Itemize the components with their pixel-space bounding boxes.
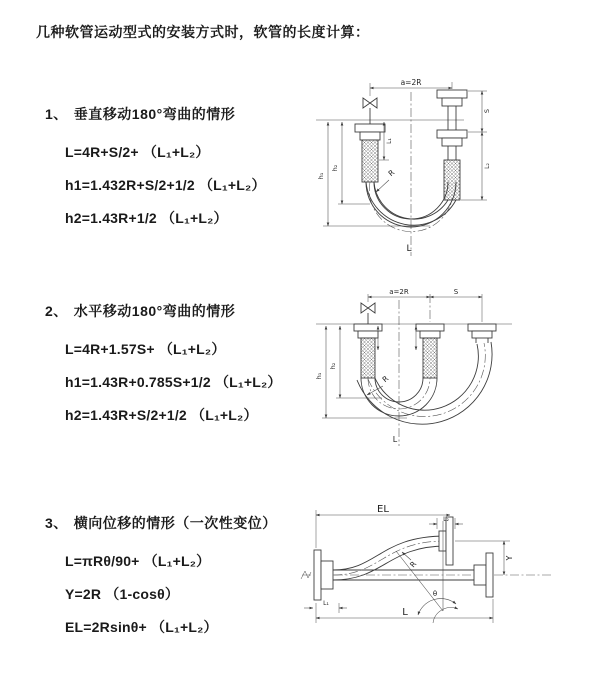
dim-l1-label: L₁ bbox=[386, 138, 393, 144]
angle-theta-label: θ bbox=[432, 590, 438, 598]
dim-s-label: S bbox=[483, 108, 491, 114]
section-1-heading bbox=[45, 104, 266, 124]
dimension-l1-fitting bbox=[304, 600, 347, 613]
diagram-horizontal-180-svg bbox=[312, 286, 524, 458]
s-curve-hose bbox=[333, 536, 446, 580]
section-1-formulas bbox=[65, 136, 266, 235]
diagram-vertical-180 bbox=[312, 76, 524, 258]
section-lateral-displacement bbox=[45, 513, 277, 644]
centerline bbox=[316, 294, 512, 446]
dim-h1-label: h₁ bbox=[315, 372, 323, 380]
section-1-title: 垂直移动180°弯曲的情形 bbox=[73, 106, 236, 122]
dim-l-label: L bbox=[402, 607, 408, 618]
dim-a2r-label: a=2R bbox=[400, 78, 422, 87]
section-2-title: 水平移动180°弯曲的情形 bbox=[73, 303, 236, 319]
dim-l-label: L bbox=[392, 435, 398, 444]
dimension-s bbox=[430, 288, 482, 297]
radius-callout bbox=[376, 168, 396, 192]
section-2-number: 2、 bbox=[45, 303, 68, 319]
diagram-vertical-180-svg bbox=[312, 76, 524, 258]
formula-line: L=πRθ/90+ （L₁+L₂） bbox=[65, 553, 211, 569]
dimension-l2-fitting bbox=[461, 132, 491, 200]
formula-line: EL=2Rsinθ+ （L₁+L₂） bbox=[65, 619, 218, 635]
diagram-lateral-displacement bbox=[298, 503, 566, 645]
section-3-formulas bbox=[65, 545, 277, 644]
left-flange bbox=[314, 550, 333, 600]
radius-label: R bbox=[380, 373, 391, 385]
dim-h1-label: h₁ bbox=[317, 172, 325, 180]
diagram-lateral-svg bbox=[298, 503, 566, 645]
valve-icon bbox=[361, 303, 375, 324]
formula-line: L=4R+1.57S+ （L₁+L₂） bbox=[65, 341, 226, 357]
dim-h2-label: h₂ bbox=[329, 362, 337, 370]
dim-s-label: S bbox=[453, 288, 459, 296]
dim-el-label: EL bbox=[377, 504, 389, 515]
formula-line: h1=1.432R+S/2+1/2 （L₁+L₂） bbox=[65, 177, 266, 193]
dim-l2-label: L₂ bbox=[443, 516, 449, 523]
dim-l2-label: L₂ bbox=[484, 163, 491, 169]
flanges bbox=[354, 324, 496, 338]
section-1-number: 1、 bbox=[45, 106, 68, 122]
radius-callout bbox=[402, 552, 418, 569]
dimension-l bbox=[316, 599, 493, 623]
section-3-heading bbox=[45, 513, 277, 533]
left-braided-section bbox=[362, 140, 378, 182]
formula-line: Y=2R （1-cosθ） bbox=[65, 586, 180, 602]
section-3-number: 3、 bbox=[45, 515, 68, 531]
braided-sections bbox=[361, 338, 488, 378]
formula-line: h2=1.43R+1/2 （L₁+L₂） bbox=[65, 210, 228, 226]
section-horizontal-180 bbox=[45, 301, 282, 432]
formula-line: L=4R+S/2+ （L₁+L₂） bbox=[65, 144, 210, 160]
dim-y-label: Y bbox=[505, 555, 514, 561]
dimension-el bbox=[316, 504, 450, 548]
dimension-a2r bbox=[368, 288, 430, 297]
fitting-dims bbox=[378, 326, 416, 350]
section-vertical-180 bbox=[45, 104, 266, 235]
dimension-s bbox=[468, 91, 491, 132]
section-3-title: 横向位移的情形（一次性变位） bbox=[73, 515, 277, 531]
formula-line: h1=1.43R+0.785S+1/2 （L₁+L₂） bbox=[65, 374, 282, 390]
radius-label: R bbox=[386, 167, 397, 179]
section-2-heading bbox=[45, 301, 282, 321]
right-pipe-flanges bbox=[437, 90, 467, 160]
dim-a2r-label: a=2R bbox=[389, 288, 409, 296]
dim-l-label: L bbox=[406, 244, 412, 254]
left-flange bbox=[355, 124, 385, 140]
upper-right-flange bbox=[439, 517, 453, 565]
section-2-formulas bbox=[65, 333, 282, 432]
page-title: 几种软管运动型式的安装方式时，软管的长度计算： bbox=[36, 24, 370, 40]
formula-line: h2=1.43R+S/2+1/2 （L₁+L₂） bbox=[65, 407, 258, 423]
radius-label: R bbox=[407, 559, 419, 570]
dim-l1-label: L₁ bbox=[323, 600, 329, 607]
diagram-horizontal-180 bbox=[312, 286, 524, 458]
dim-h2-label: h₂ bbox=[331, 164, 339, 172]
